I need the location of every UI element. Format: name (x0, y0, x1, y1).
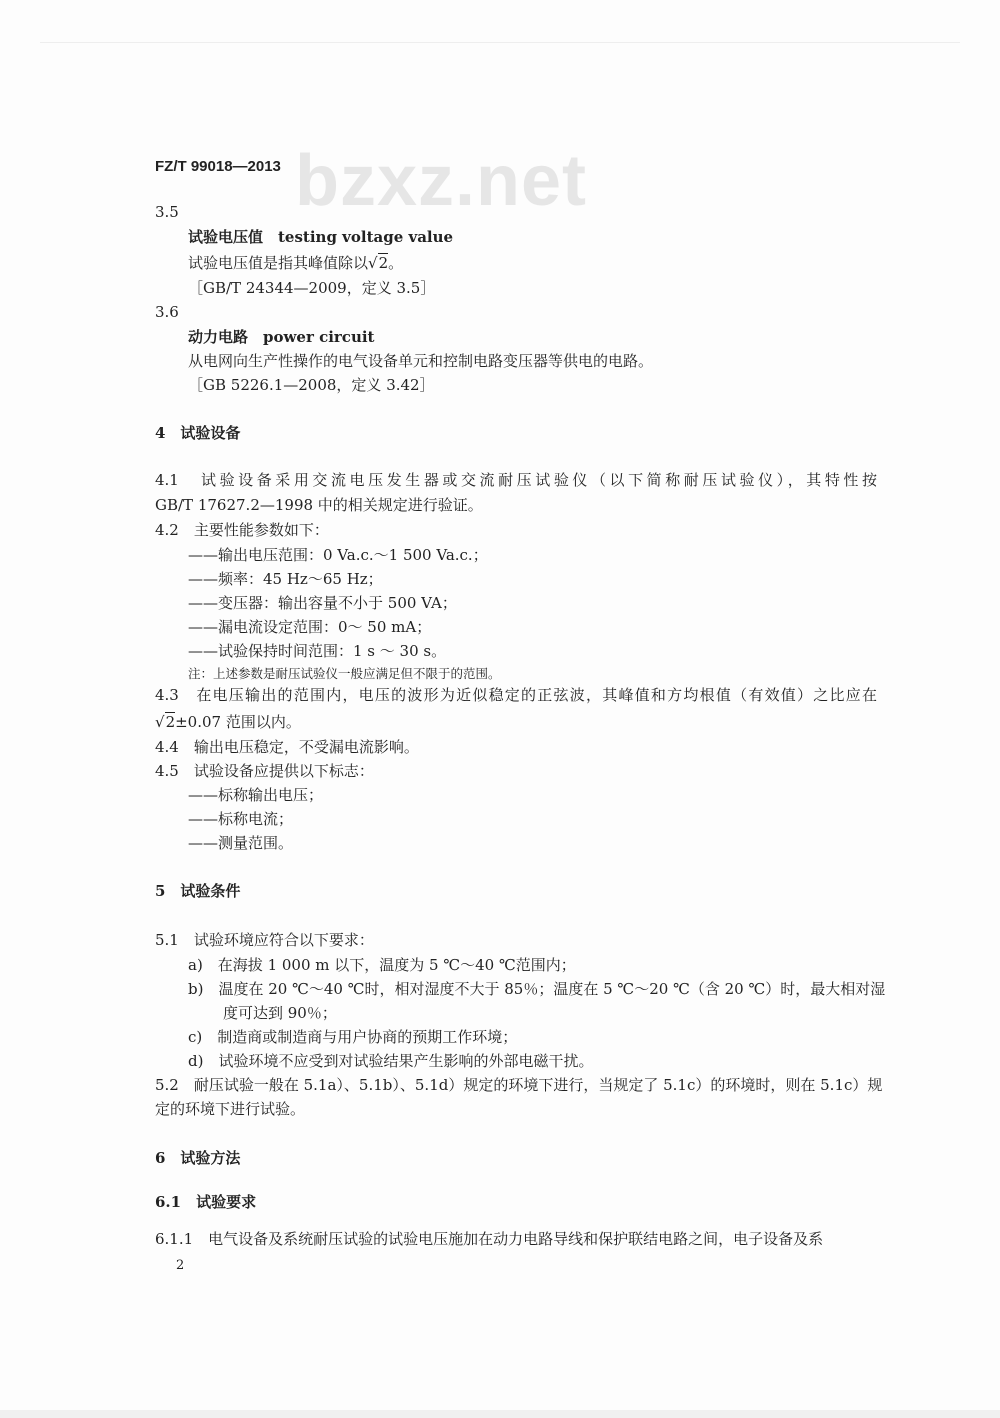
clause-4-4: 4.4 输出电压稳定，不受漏电流影响。 (155, 738, 419, 756)
sqrt-radicand: 2 (165, 713, 176, 731)
clause-6-1-heading: 6.1 试验要求 (155, 1193, 257, 1211)
clause-3-6-number: 3.6 (155, 303, 179, 321)
clause-4-3-line2 (155, 712, 301, 732)
param-frequency: ——频率：45 Hz～65 Hz； (188, 570, 383, 588)
section-6-heading: 6 试验方法 (155, 1149, 241, 1167)
condition-b-line2: 度可达到 90％； (223, 1004, 337, 1022)
param-transformer: ——变压器：输出容量不小于 500 VA； (188, 594, 457, 612)
clause-5-1: 5.1 试验环境应符合以下要求： (155, 931, 374, 949)
clause-3-6-definition: 从电网向生产性操作的电气设备单元和控制电路变压器等供电的电路。 (188, 352, 654, 370)
clause-3-5-reference: ［GB/T 24344—2009，定义 3.5］ (188, 279, 436, 297)
clause-4-3-tolerance: ±0.07 范围以内。 (175, 713, 301, 731)
clause-3-5-definition-end: 。 (388, 254, 404, 272)
clause-4-3-line1: 4.3 在电压输出的范围内，电压的波形为近似稳定的正弦波，其峰值和方均根值（有效值）之比应在 (155, 686, 877, 704)
section-4-heading: 4 试验设备 (155, 424, 241, 442)
sqrt-symbol: √2 (155, 713, 176, 731)
clause-3-6-reference: ［GB 5226.1—2008，定义 3.42］ (188, 376, 435, 394)
condition-d: d) 试验环境不应受到对试验结果产生影响的外部电磁干扰。 (188, 1052, 594, 1070)
section-5-heading: 5 试验条件 (155, 882, 241, 900)
clause-3-5-number: 3.5 (155, 203, 179, 221)
condition-b-line1: b) 温度在 20 ℃～40 ℃时，相对湿度不大于 85％；温度在 5 ℃～20 ℃（含 20 ℃）时，最大相对湿 (188, 980, 886, 998)
condition-a: a) 在海拔 1 000 m 以下，温度为 5 ℃～40 ℃范围内； (188, 956, 576, 974)
clause-6-1-1: 6.1.1 电气设备及系统耐压试验的试验电压施加在动力电路导线和保护联结电路之间，电子设备及系 (155, 1230, 824, 1248)
clause-4-5: 4.5 试验设备应提供以下标志： (155, 762, 374, 780)
param-hold-time: ——试验保持时间范围：1 s ～ 30 s。 (188, 642, 447, 660)
clause-3-5-definition-text: 试验电压值是指其峰值除以 (188, 254, 369, 272)
watermark: bzxz.net (295, 141, 588, 221)
mark-rated-output-voltage: ——标称输出电压； (188, 786, 324, 804)
clause-5-2-line2: 定的环境下进行试验。 (155, 1100, 306, 1118)
clause-5-2-line1: 5.2 耐压试验一般在 5.1a）、5.1b）、5.1d）规定的环境下进行，当规定了 5.1c）的环境时，则在 5.1c）规 (155, 1076, 883, 1094)
clause-3-5-term: 试验电压值 testing voltage value (188, 228, 454, 246)
clause-3-6-term: 动力电路 power circuit (188, 328, 375, 346)
mark-measurement-range: ——测量范围。 (188, 834, 294, 852)
clause-3-5-definition (188, 253, 403, 273)
clause-4-1-line2: GB/T 17627.2—1998 中的相关规定进行验证。 (155, 496, 483, 514)
sqrt-symbol: √2 (368, 254, 389, 272)
sqrt-radicand: 2 (378, 254, 389, 272)
clause-4-2-note: 注：上述参数是耐压试验仪一般应满足但不限于的范围。 (188, 666, 501, 681)
scan-bottom-edge (0, 1410, 1000, 1418)
scan-top-edge (40, 42, 960, 43)
clause-4-1-line1: 4.1 试验设备采用交流电压发生器或交流耐压试验仪（以下简称耐压试验仪），其特性按 (155, 471, 877, 489)
mark-rated-current: ——标称电流； (188, 810, 294, 828)
param-leakage-current: ——漏电流设定范围：0～ 50 mA； (188, 618, 432, 636)
document-code: FZ/T 99018—2013 (155, 158, 281, 175)
page-number: 2 (176, 1258, 185, 1273)
condition-c: c) 制造商或制造商与用户协商的预期工作环境； (188, 1028, 518, 1046)
clause-4-2: 4.2 主要性能参数如下： (155, 521, 329, 539)
param-output-voltage: ——输出电压范围：0 Va.c.～1 500 Va.c.； (188, 546, 488, 564)
